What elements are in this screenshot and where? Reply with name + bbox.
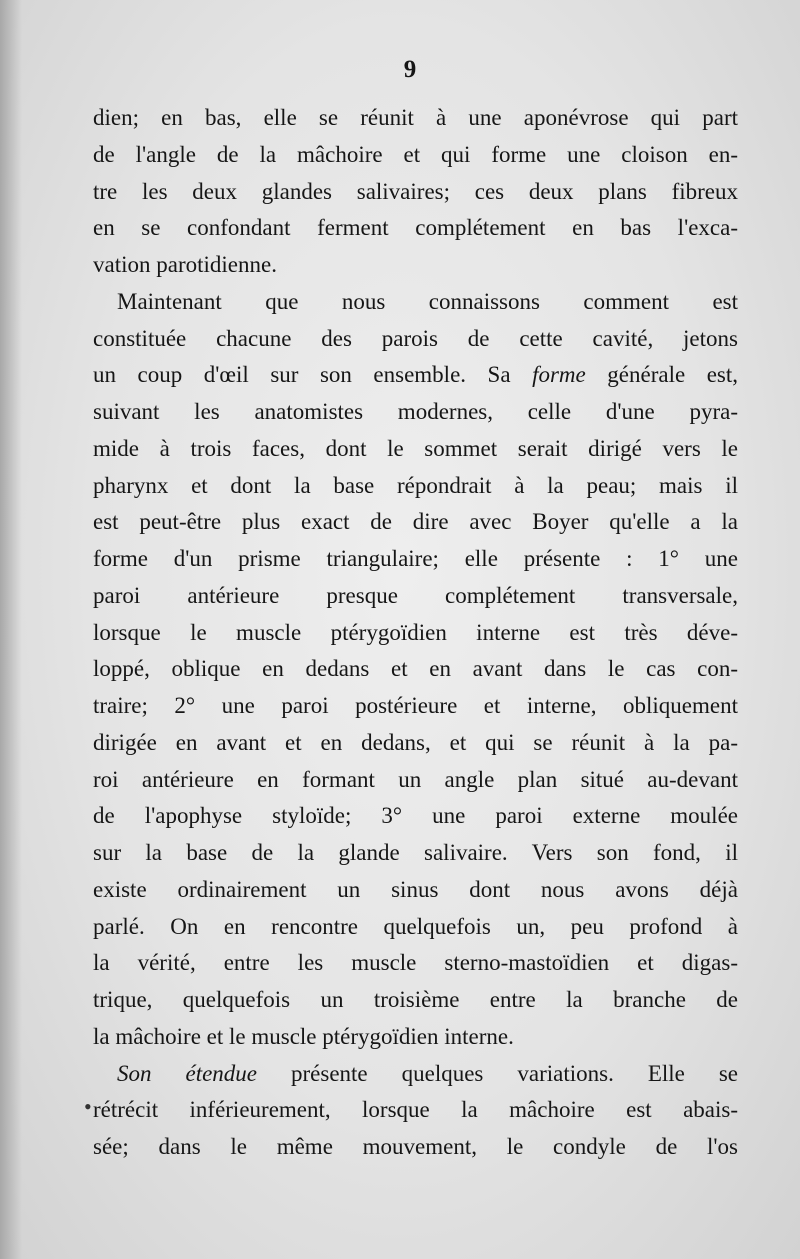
text-segment: forme d'un prisme triangulaire; elle présente : 1° une (93, 546, 738, 571)
text-line (93, 210, 738, 247)
page-edge-shadow (0, 0, 22, 1259)
text-segment: paroi antérieure presque complétement transversale, (93, 582, 738, 608)
text-segment: roi antérieure en formant un angle plan situé au-devant (93, 766, 738, 792)
text-segment: sur la base de la glande salivaire. Vers son fond, il (93, 840, 738, 865)
text-line (93, 945, 738, 982)
text-segment: la vérité, entre les muscle sterno-mastoïdien et digas- (93, 950, 738, 976)
text-segment: trique, quelquefois un troisième entre la branche de (93, 987, 738, 1012)
page-number: 9 (403, 56, 417, 83)
text-line (93, 909, 738, 946)
text-segment: loppé, oblique en dedans et en avant dans le cas con- (93, 656, 738, 682)
text-line (93, 504, 738, 541)
text-line (93, 725, 738, 762)
text-segment: parlé. On en rencontre quelquefois un, peu profond à (93, 913, 738, 939)
text-segment: mide à trois faces, dont le sommet serait dirigé vers le (93, 435, 738, 461)
text-line (93, 174, 738, 211)
body-text (93, 100, 738, 1166)
text-segment: dirigée en avant et en dedans, et qui se réunit à la pa- (93, 729, 738, 755)
text-segment: de l'apophyse styloïde; 3° une paroi externe moulée (93, 803, 738, 829)
italic-text: Son étendue (117, 1060, 258, 1086)
text-segment: générale est, (585, 362, 738, 388)
italic-text: forme (532, 362, 586, 388)
text-line (93, 394, 738, 431)
text-line (93, 247, 738, 284)
text-segment: la mâchoire et le muscle ptérygoïdien interne. (93, 1023, 514, 1049)
text-line (93, 615, 738, 652)
text-line (93, 1129, 738, 1166)
text-line (93, 1056, 738, 1093)
text-segment: suivant les anatomistes modernes, celle d'une pyra- (93, 399, 738, 424)
text-line (93, 431, 738, 468)
text-line (93, 357, 738, 394)
text-line (93, 541, 738, 578)
text-segment: dien; en bas, elle se réunit à une aponévrose qui part (93, 105, 738, 130)
text-line (93, 651, 738, 688)
text-line (93, 872, 738, 909)
text-segment: sée; dans le même mouvement, le condyle de l'os (93, 1134, 738, 1159)
text-segment: est peut-être plus exact de dire avec Boyer qu'elle a la (93, 509, 738, 535)
text-line (93, 688, 738, 725)
text-segment: un coup d'œil sur son ensemble. Sa (93, 362, 533, 388)
text-segment: pharynx et dont la base répondrait à la peau; mais il (93, 472, 738, 498)
text-segment: présente quelques variations. Elle se (257, 1060, 738, 1086)
text-line (93, 137, 738, 174)
text-line (93, 284, 738, 321)
text-line (93, 762, 738, 799)
margin-mark: • (84, 1094, 92, 1119)
text-line (93, 578, 738, 615)
text-segment: de l'angle de la mâchoire et qui forme une cloison en- (93, 141, 738, 167)
text-segment: rétrécit inférieurement, lorsque la mâchoire est abais- (93, 1097, 738, 1123)
text-segment: lorsque le muscle ptérygoïdien interne est très déve- (93, 619, 738, 645)
text-segment: traire; 2° une paroi postérieure et interne, obliquement (93, 693, 738, 718)
text-line (93, 1019, 738, 1056)
text-line (93, 1092, 738, 1129)
text-segment: Maintenant que nous connaissons comment est (117, 288, 738, 314)
text-line (93, 100, 738, 137)
text-segment: vation parotidienne. (93, 252, 277, 277)
text-line (93, 468, 738, 505)
text-line (93, 835, 738, 872)
text-line (93, 798, 738, 835)
text-segment: tre les deux glandes salivaires; ces deux plans fibreux (93, 178, 738, 204)
text-line (93, 982, 738, 1019)
text-segment: en se confondant ferment complétement en bas l'exca- (93, 215, 738, 241)
text-segment: existe ordinairement un sinus dont nous avons déjà (93, 876, 738, 902)
text-line (93, 321, 738, 358)
text-segment: constituée chacune des parois de cette cavité, jetons (93, 325, 738, 351)
